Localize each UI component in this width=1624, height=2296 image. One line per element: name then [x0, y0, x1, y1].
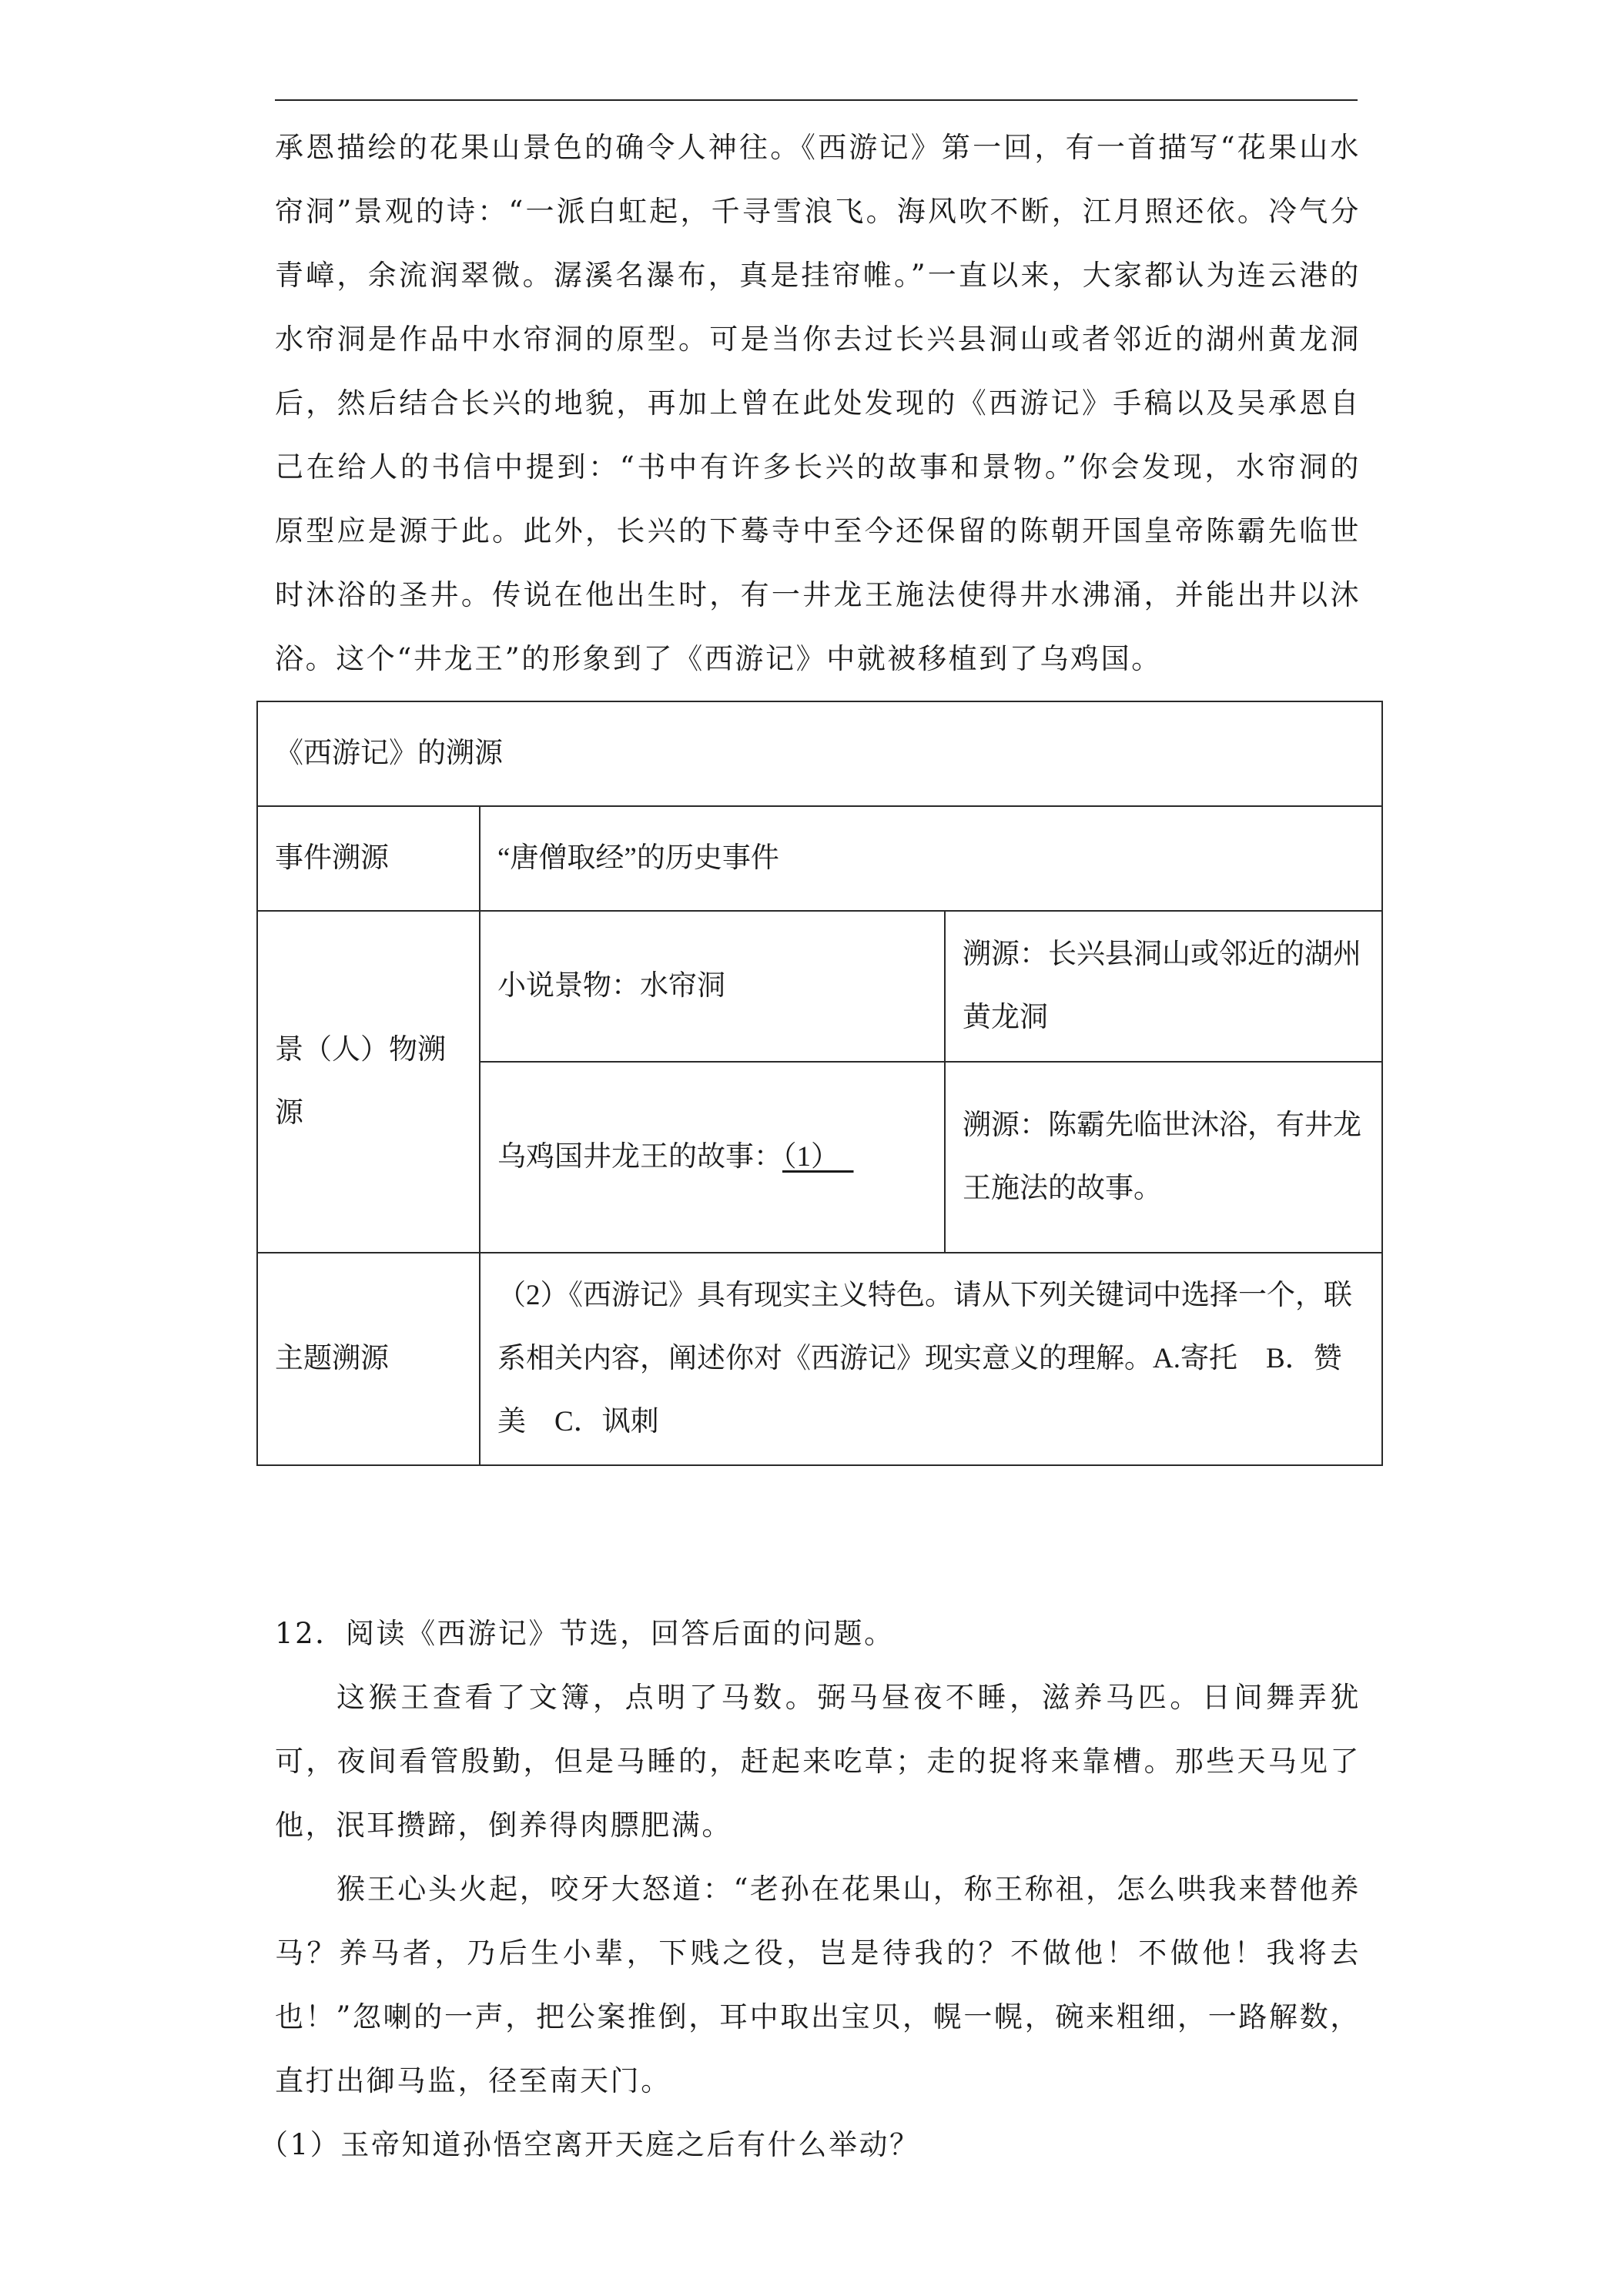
question-12-stem: 12．阅读《西游记》节选，回答后面的问题。 [275, 1617, 895, 1650]
scene2-item-cell [480, 1062, 945, 1253]
answer-blank-1[interactable]: （1） [782, 1141, 839, 1173]
scene2-source: 溯源：陈霸先临世沐浴，有井龙王施法的故事。 [945, 1062, 1382, 1253]
reading-passage [275, 115, 1361, 691]
question-12 [260, 1602, 1361, 2177]
event-value: “唐僧取经”的历史事件 [480, 806, 1382, 911]
scene2-item: 乌鸡国井龙王的故事： [497, 1141, 782, 1173]
excerpt-paragraph-1: 这猴王查看了文簿，点明了马数。弼马昼夜不睡，滋养马匹。日间舞弄犹可，夜间看管殷勤，但是马睡的，赶起来吃草；走的捉将来靠槽。那些天马见了他，泯耳攒蹄，倒养得肉膘肥满。 [275, 1681, 1361, 1842]
theme-label: 主题溯源 [257, 1253, 480, 1465]
theme-value: （2）《西游记》具有现实主义特色。请从下列关键词中选择一个，联系相关内容，阐述你对《西游记》现实意义的理解。A.寄托 B．赞美 C．讽刺 [480, 1253, 1382, 1465]
passage-text: 承恩描绘的花果山景色的确令人神往。《西游记》第一回，有一首描写“花果山水帘洞”景观的诗：“一派白虹起，千寻雪浪飞。海风吹不断，江月照还依。冷气分青嶂，余流润翠微。潺溪名瀑布，真是挂帘帷。”一直以来，大家都认为连云港的水帘洞是作品中水帘洞的原型。可是当你去过长兴县洞山或者邻近的湖州黄龙洞后，然后结合长兴的地貌，再加上曾在此处发现的《西游记》手稿以及吴承恩自己在给人的书信中提到：“书中有许多长兴的故事和景物。”你会发现，水帘洞的原型应是源于此。此外，长兴的下蓦寺中至今还保留的陈朝开国皇帝陈霸先临世时沐浴的圣井。传说在他出生时，有一井龙王施法使得井水沸涌，并能出井以沐浴。这个“井龙王”的形象到了《西游记》中就被移植到了乌鸡国。 [275, 131, 1361, 675]
scene1-source: 溯源：长兴县洞山或邻近的湖州黄龙洞 [945, 911, 1382, 1062]
table-title: 《西游记》的溯源 [257, 701, 1382, 806]
scene-label: 景（人）物溯源 [257, 911, 480, 1253]
scene1-item: 小说景物：水帘洞 [480, 911, 945, 1062]
source-table [256, 701, 1383, 1466]
sub-question-1: （1）玉帝知道孙悟空离开天庭之后有什么举动？ [260, 2128, 920, 2161]
answer-blank-underline [839, 1141, 854, 1173]
event-label: 事件溯源 [257, 806, 480, 911]
header-rule [275, 99, 1358, 101]
excerpt-paragraph-2: 猴王心头火起，咬牙大怒道：“老孙在花果山，称王称祖，怎么哄我来替他养马？养马者，乃后生小辈，下贱之役，岂是待我的？不做他！不做他！我将去也！”忽喇的一声，把公案推倒，耳中取出宝贝，幌一幌，碗来粗细，一路解数，直打出御马监，径至南天门。 [275, 1873, 1361, 2097]
